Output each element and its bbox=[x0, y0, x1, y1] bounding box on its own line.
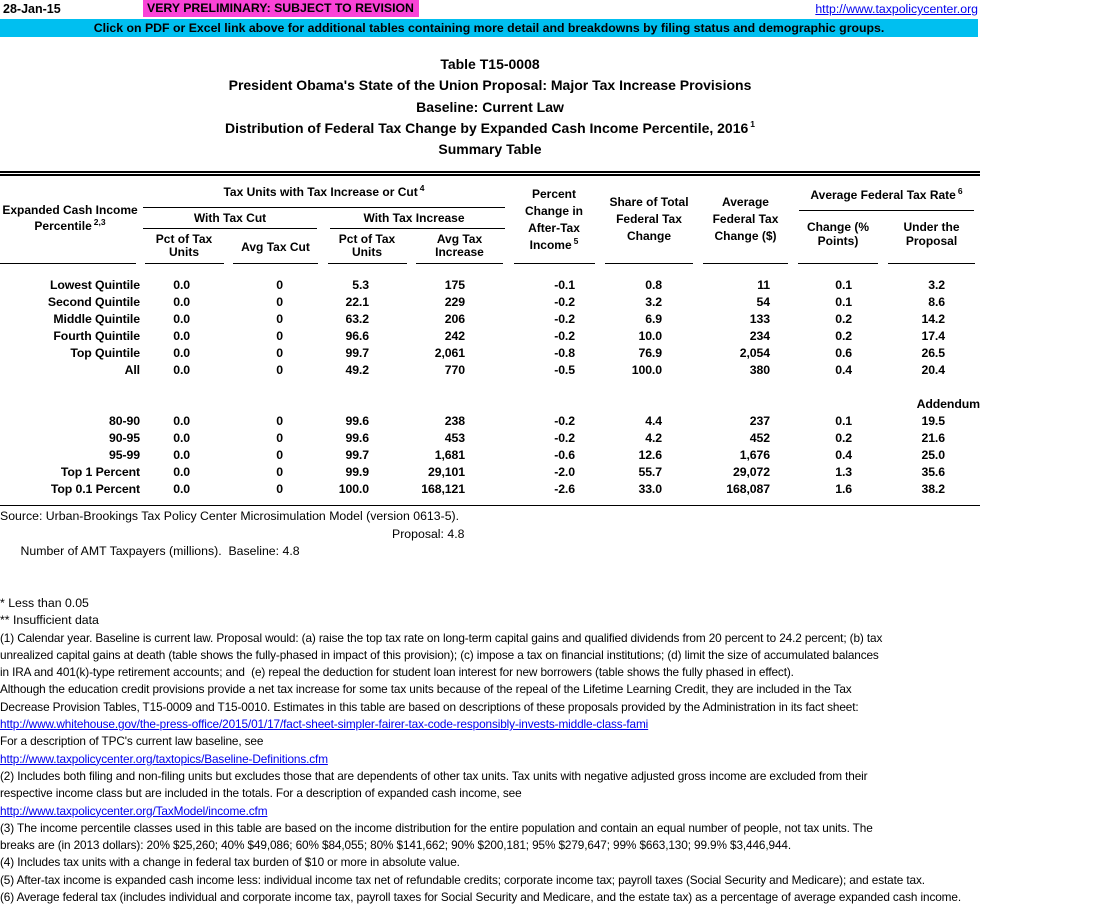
table-cell: 133 bbox=[749, 311, 770, 326]
footnote-4: (4) Includes tax units with a change in federal tax burden of $10 or more in absolute value. bbox=[0, 855, 460, 870]
col-header-avg-tax-cut: Avg Tax Cut bbox=[241, 240, 310, 255]
table-cell: 26.5 bbox=[921, 345, 945, 360]
table-cell: 238 bbox=[444, 413, 465, 428]
table-cell: 0.0 bbox=[173, 328, 190, 343]
notes-block bbox=[0, 508, 1103, 906]
col-header-pct-units-cut: Pct of Tax Units bbox=[155, 232, 213, 260]
table-cell: 0 bbox=[276, 481, 283, 496]
data-table bbox=[0, 276, 980, 497]
table-number-title: Table T15-0008 bbox=[440, 56, 540, 72]
table-row bbox=[0, 344, 980, 361]
col-header-pct-change-after-tax: Percent Change in After-Tax Income $^5$ bbox=[524, 187, 583, 253]
table-cell: 0.1 bbox=[835, 277, 852, 292]
footnote-3-line1: (3) The income percentile classes used in this table are based on the income distribution for the entire population and contain an equal number of people, not tax units. The bbox=[0, 820, 873, 835]
table-cell: 0 bbox=[276, 294, 283, 309]
row-label: 90-95 bbox=[109, 430, 140, 445]
table-cell: 1,681 bbox=[434, 447, 465, 462]
table-row bbox=[0, 293, 980, 310]
footnote-ref-2-3: 2,3 bbox=[93, 217, 106, 228]
table-cell: 55.7 bbox=[638, 464, 662, 479]
col-header-avg-tax-increase: Avg Tax Increase bbox=[435, 232, 484, 260]
table-cell: -0.2 bbox=[554, 413, 575, 428]
table-cell: 19.5 bbox=[921, 413, 945, 428]
table-cell: -0.6 bbox=[554, 447, 575, 462]
footnote-ref-5: 5 bbox=[573, 236, 579, 247]
row-label: Top 0.1 Percent bbox=[50, 481, 140, 496]
table-cell: 0 bbox=[276, 413, 283, 428]
header-rule bbox=[888, 263, 975, 264]
table-cell: -0.2 bbox=[554, 328, 575, 343]
table-row bbox=[0, 446, 980, 463]
table-cell: 0.0 bbox=[173, 413, 190, 428]
col-header-under-proposal: Under the Proposal bbox=[903, 220, 960, 249]
table-cell: -2.0 bbox=[554, 464, 575, 479]
summary-title: Summary Table bbox=[438, 141, 542, 158]
row-label: Top Quintile bbox=[70, 345, 140, 360]
table-cell: 21.6 bbox=[921, 430, 945, 445]
table-cell: -0.2 bbox=[554, 294, 575, 309]
table-cell: 0 bbox=[276, 362, 283, 377]
table-cell: -0.5 bbox=[554, 362, 575, 377]
group-header-avg-rate: Average Federal Tax Rate $^6$ bbox=[810, 186, 963, 203]
spacer-row bbox=[0, 378, 980, 395]
table-cell: 11 bbox=[757, 277, 770, 292]
table-cell: 17.4 bbox=[921, 328, 945, 343]
addendum-label: Addendum bbox=[916, 396, 980, 411]
table-cell: 12.6 bbox=[638, 447, 662, 462]
table-cell: 5.3 bbox=[352, 277, 369, 292]
header-rule bbox=[145, 263, 224, 264]
col-header-avg-federal-change: Average Federal Tax Change ($) bbox=[712, 195, 779, 244]
row-label: 80-90 bbox=[109, 413, 140, 428]
table-cell: 0 bbox=[276, 311, 283, 326]
table-cell: 0.2 bbox=[835, 328, 852, 343]
table-cell: 76.9 bbox=[638, 345, 662, 360]
footnote-ref-1: 1 bbox=[750, 119, 756, 130]
table-row bbox=[0, 480, 980, 497]
whitehouse-link-line bbox=[0, 716, 1103, 733]
table-header bbox=[0, 171, 980, 264]
header-rule bbox=[143, 207, 505, 208]
preliminary-banner: VERY PRELIMINARY: SUBJECT TO REVISION bbox=[143, 0, 419, 17]
table-cell: 168,087 bbox=[726, 481, 770, 496]
table-cell: 0 bbox=[276, 464, 283, 479]
table-cell: 29,101 bbox=[427, 464, 465, 479]
table-cell: 49.2 bbox=[345, 362, 369, 377]
table-cell: 0 bbox=[276, 430, 283, 445]
table-cell: 0.2 bbox=[835, 311, 852, 326]
header-rule bbox=[0, 263, 136, 264]
table-row bbox=[0, 361, 980, 378]
col-header-change-points: Change (% Points) bbox=[806, 220, 869, 249]
table-cell: 0 bbox=[276, 345, 283, 360]
footnote-ref-6: 6 bbox=[957, 186, 963, 197]
table-cell: 63.2 bbox=[345, 311, 369, 326]
table-cell: -0.2 bbox=[554, 311, 575, 326]
table-cell: -0.1 bbox=[554, 277, 575, 292]
table-cell: 242 bbox=[444, 328, 465, 343]
table-cell: 0.0 bbox=[173, 345, 190, 360]
row-label: Second Quintile bbox=[47, 294, 140, 309]
header-rule bbox=[416, 263, 503, 264]
table-cell: 0.0 bbox=[173, 294, 190, 309]
footnote-6: (6) Average federal tax (includes individual and corporate income tax, payroll taxes for Social Security and Medicare, and the estate tax) as a percentage of average expanded cash income. bbox=[0, 890, 961, 905]
table-cell: 1.6 bbox=[835, 481, 852, 496]
row-label: Lowest Quintile bbox=[49, 277, 140, 292]
table-cell: 54 bbox=[756, 294, 770, 309]
table-cell: 1,676 bbox=[739, 447, 770, 462]
taxpolicycenter-link[interactable]: http://www.taxpolicycenter.org bbox=[815, 2, 978, 16]
top-bar bbox=[0, 0, 1103, 18]
table-cell: 33.0 bbox=[638, 481, 662, 496]
table-cell: 0 bbox=[276, 277, 283, 292]
table-cell: 3.2 bbox=[928, 277, 945, 292]
footnote-1-line5: Decrease Provision Tables, T15-0009 and T15-0010. Estimates in this table are based on descriptions of these proposals provided by the Administration in its fact sheet: bbox=[0, 699, 859, 714]
header-rule bbox=[703, 263, 788, 264]
whitehouse-link[interactable]: http://www.whitehouse.gov/the-press-office/2015/01/17/fact-sheet-simpler-fairer-tax-code-responsibly-invests-middle-class-fami bbox=[0, 717, 649, 732]
baseline-link-line bbox=[0, 751, 1103, 768]
header-rule bbox=[330, 228, 505, 229]
table-cell: 29,072 bbox=[732, 464, 770, 479]
table-cell: 453 bbox=[444, 430, 465, 445]
distribution-title: Distribution of Federal Tax Change by Expanded Cash Income Percentile, 2016 $^1$ bbox=[224, 119, 756, 136]
table-cell: 96.6 bbox=[345, 328, 369, 343]
table-cell: 2,061 bbox=[434, 345, 465, 360]
table-cell: 100.0 bbox=[338, 481, 369, 496]
table-cell: -2.6 bbox=[554, 481, 575, 496]
table-cell: 0.6 bbox=[835, 345, 852, 360]
table-cell: 6.9 bbox=[645, 311, 662, 326]
table-row bbox=[0, 327, 980, 344]
table-row bbox=[0, 429, 980, 446]
table-row bbox=[0, 463, 980, 480]
header-rule bbox=[605, 263, 693, 264]
group-header-with-tax-increase: With Tax Increase bbox=[363, 211, 465, 226]
row-label: Middle Quintile bbox=[53, 311, 140, 326]
table-cell: 175 bbox=[444, 277, 465, 292]
table-cell: 0.0 bbox=[173, 362, 190, 377]
proposal-title: President Obama's State of the Union Proposal: Major Tax Increase Provisions bbox=[228, 77, 752, 94]
table-cell: 452 bbox=[749, 430, 770, 445]
addendum-header-row bbox=[0, 395, 980, 412]
table-cell: 99.7 bbox=[345, 345, 369, 360]
table-cell: 234 bbox=[749, 328, 770, 343]
baseline-definitions-link[interactable]: http://www.taxpolicycenter.org/taxtopics/Baseline-Definitions.cfm bbox=[0, 751, 328, 766]
table-cell: 4.2 bbox=[645, 430, 662, 445]
footnote-2-line2: respective income class but are included in the totals. For a description of expanded cash income, see bbox=[0, 786, 522, 801]
header-rule bbox=[798, 263, 878, 264]
baseline-description-line: For a description of TPC's current law baseline, see bbox=[0, 734, 264, 749]
row-label: Fourth Quintile bbox=[53, 328, 140, 343]
header-rule bbox=[514, 263, 595, 264]
table-cell: 99.7 bbox=[345, 447, 369, 462]
group-header-tax-units: Tax Units with Tax Increase or Cut $^4$ bbox=[223, 183, 425, 200]
footnote-5: (5) After-tax income is expanded cash income less: individual income tax net of refundable credits; corporate income tax; payroll taxes (Social Security and Medicare); and estate tax. bbox=[0, 872, 925, 887]
footnote-ref-4: 4 bbox=[419, 183, 425, 194]
table-cell: 38.2 bbox=[921, 481, 945, 496]
table-cell: 0 bbox=[276, 328, 283, 343]
footnote-1-line2: unrealized capital gains at death (table shows the fully-phased in impact of this provision); (c) impose a tax on financial institutions; (d) limit the size of accumulated balances bbox=[0, 647, 879, 662]
table-cell: 0.0 bbox=[173, 311, 190, 326]
table-cell: 22.1 bbox=[345, 294, 369, 309]
row-label: All bbox=[124, 362, 140, 377]
table-row bbox=[0, 412, 980, 429]
footnote-3-line2: breaks are (in 2013 dollars): 20% $25,260; 40% $49,086; 60% $84,055; 80% $141,662; 90% $200,181; 95% $279,647; 99% $663,130; 99.9% $3,446,944. bbox=[0, 838, 792, 853]
table-cell: 1.3 bbox=[835, 464, 852, 479]
table-cell: 8.6 bbox=[928, 294, 945, 309]
table-cell: -0.2 bbox=[554, 430, 575, 445]
table-cell: 99.6 bbox=[345, 430, 369, 445]
footnote-1-line3: in IRA and 401(k)-type retirement accounts; and (e) repeal the deduction for student loan interest for new borrowers (table shows the fully phased in effect). bbox=[0, 665, 794, 680]
table-cell: 168,121 bbox=[421, 481, 465, 496]
source-note: Source: Urban-Brookings Tax Policy Center Microsimulation Model (version 0613-5). bbox=[0, 509, 460, 524]
table-cell: 25.0 bbox=[921, 447, 945, 462]
col-header-pct-units-increase: Pct of Tax Units bbox=[338, 232, 396, 260]
table-cell: 2,054 bbox=[739, 345, 770, 360]
table-cell: 0.0 bbox=[173, 447, 190, 462]
insufficient-data-note: ** Insufficient data bbox=[0, 613, 99, 628]
table-cell: 770 bbox=[444, 362, 465, 377]
table-cell: 0.1 bbox=[835, 413, 852, 428]
table-cell: 3.2 bbox=[645, 294, 662, 309]
amt-note: Number of AMT Taxpayers (millions). Baseline: 4.8 Proposal: 4.8 bbox=[20, 526, 465, 559]
income-definition-link[interactable]: http://www.taxpolicycenter.org/TaxModel/income.cfm bbox=[0, 803, 268, 818]
title-block bbox=[0, 37, 980, 160]
table-cell: 0.4 bbox=[835, 362, 852, 377]
col-header-share-total-change: Share of Total Federal Tax Change bbox=[609, 195, 689, 244]
row-label: 95-99 bbox=[109, 447, 140, 462]
less-than-note: * Less than 0.05 bbox=[0, 595, 89, 610]
table-cell: 0.2 bbox=[835, 430, 852, 445]
table-cell: 20.4 bbox=[921, 362, 945, 377]
table-cell: 10.0 bbox=[638, 328, 662, 343]
table-cell: -0.8 bbox=[554, 345, 575, 360]
table-cell: 99.6 bbox=[345, 413, 369, 428]
date-label: 28-Jan-15 bbox=[3, 2, 61, 16]
header-rule bbox=[799, 210, 974, 211]
header-rule bbox=[233, 263, 318, 264]
footnote-1-line4: Although the education credit provisions provide a net tax increase for some tax units because of the repeal of the Lifetime Learning Credit, they are included in the Tax bbox=[0, 682, 852, 697]
table-cell: 35.6 bbox=[921, 464, 945, 479]
info-banner: Click on PDF or Excel link above for additional tables containing more detail and breakdowns by filing status and demographic groups. bbox=[0, 19, 978, 37]
table-cell: 229 bbox=[444, 294, 465, 309]
table-cell: 206 bbox=[444, 311, 465, 326]
table-row bbox=[0, 310, 980, 327]
income-link-line bbox=[0, 803, 1103, 820]
table-cell: 0.0 bbox=[173, 430, 190, 445]
table-cell: 0 bbox=[276, 447, 283, 462]
table-cell: 0.0 bbox=[173, 277, 190, 292]
amt-proposal: Proposal: 4.8 bbox=[392, 526, 465, 541]
table-cell: 100.0 bbox=[631, 362, 662, 377]
table-row bbox=[0, 276, 980, 293]
table-cell: 0.4 bbox=[835, 447, 852, 462]
baseline-title: Baseline: Current Law bbox=[416, 98, 564, 115]
table-cell: 0.0 bbox=[173, 481, 190, 496]
table-cell: 0.8 bbox=[645, 277, 662, 292]
table-cell: 380 bbox=[749, 362, 770, 377]
row-label: Top 1 Percent bbox=[60, 464, 140, 479]
table-cell: 237 bbox=[749, 413, 770, 428]
header-rule bbox=[328, 263, 407, 264]
table-cell: 0.1 bbox=[835, 294, 852, 309]
table-bottom-rule bbox=[0, 505, 980, 506]
group-header-with-tax-cut: With Tax Cut bbox=[193, 211, 267, 226]
footnote-2-line1: (2) Includes both filing and non-filing units but excludes those that are dependents of other tax units. Tax units with negative adjusted gross income are excluded from their bbox=[0, 768, 868, 783]
table-cell: 14.2 bbox=[921, 311, 945, 326]
footnote-1-line1: (1) Calendar year. Baseline is current law. Proposal would: (a) raise the top tax rate on long-term capital gains and qualified dividends from 20 percent to 24.2 percent; (b) tax bbox=[0, 630, 883, 645]
header-rule bbox=[143, 228, 317, 229]
table-cell: 99.9 bbox=[345, 464, 369, 479]
col-header-percentile: Expanded Cash Income Percentile $^{2,3}$ bbox=[2, 203, 138, 234]
table-cell: 4.4 bbox=[645, 413, 662, 428]
table-cell: 0.0 bbox=[173, 464, 190, 479]
